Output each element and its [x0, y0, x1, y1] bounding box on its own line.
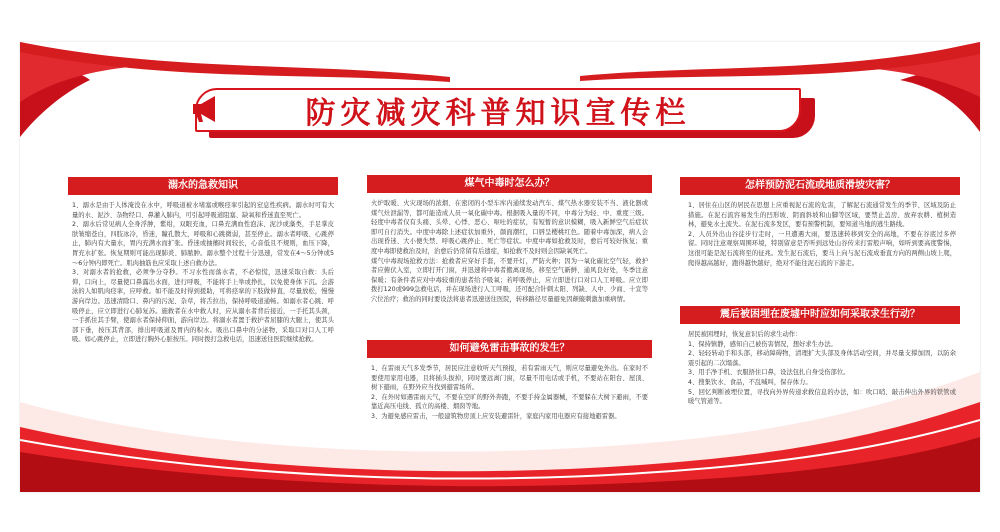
page-title: 防灾减灾科普知识宣传栏	[305, 96, 691, 131]
panel-paragraph: 2、溺水后常见病人全身浮肿，紫绀，双眼充血，口鼻充满血性泡沫、泥沙或藻类，手足掌皮肤皱缩苍白，四肢冰冷，昏迷，瞳孔散大，呼吸和心跳微弱，甚至停止。溺水者呼吸、心跳停止，肺内有大量水，胃内充满水而扩张。昏迷或抽搐时间较长，心音低且不规则，血压下降，胃充水扩张。恢复期则可能出现肺炎、肺脓肿。溺水整个过程十分迅速，常发在4～5分钟或5～6分钟内即死亡。肌肉抽筋也应采取上述自救办法。	[72, 221, 334, 267]
panel-gas-poisoning	[367, 175, 652, 305]
panel-paragraph: 3、对溺水者的抢救，必须争分夺秒。不习水性而落水者，不必惊慌，迅速采取自救：头后仰，口向上，尽量使口鼻露出水面，进行呼吸，不能将手上举或挣扎，以免使身体下沉。会游泳的人如肌肉痉挛，应呼救。如不能及时得到援助，可将痉挛的下肢做伸直，尽量放松，慢慢游向岸边。迅速清除口、鼻内的污泥、杂草，将舌拉出，保持呼吸道通畅。如溺水者心跳、呼吸停止，应立即进行心肺复苏。施救者在水中救人时，应从溺水者背后接近，一手托其头颈，一手抓住其手臂，使溺水者保持仰面，游向岸边。将溺水者置于救护者屈膝的大腿上，使其头部下垂，按压其背部，排出呼吸道及胃内的积水。吸出口鼻中的分泌物，采取口对口人工呼吸。如心跳停止，立即进行胸外心脏按压。同时拨打急救电话，迅速送往医院继续抢救。	[72, 269, 334, 344]
panel-heading: 怎样预防泥石流或地质滑坡灾害？	[680, 177, 960, 195]
panel-paragraph: 3、为避免感应雷击，一般建筑物房顶上应安装避雷针，家庭内家用电器应有接地避雷器。	[371, 412, 621, 420]
panel-body	[68, 195, 338, 345]
panel-lightning-safety	[367, 340, 652, 422]
panel-paragraph: 2、轻轻转动手和头部，移动障碍物，清理扩大头部及身体活动空间，并尽量支撑加固，以防余震引起的二次塌落。	[688, 350, 956, 367]
panel-paragraph: 1、在雷雨天气多发季节，居民应注意收听天气预报，若有雷雨天气，则应尽量避免外出。在家时不要使用家用电器，且将插头拔掉，同时要远离门窗，尽量不用电话或手机，不要站在阳台、屋顶、树下避雨，在野外应当找到避雷场所。	[371, 365, 648, 392]
panel-heading: 煤气中毒时怎么办？	[367, 175, 652, 193]
panel-paragraph: 4、搜集饮水、食品，不乱喊叫，保存体力。	[688, 378, 812, 386]
panel-body	[680, 195, 960, 268]
panel-paragraph: 煤气中毒现场抢救方法：抢救者应穿好手套，不要开灯，严防火种；因为一氧化碳比空气轻，救护者应俯伏入室，立即打开门窗，并迅速将中毒者搬离现场，移至空气新鲜、通风良好处，冬季注意保暖；有条件者应对中毒较重的患者给予吸氧；若呼吸停止，应立即进行口对口人工呼吸。应立即拨打120或999急救电话，并在现场进行人工呼吸，还可配合针刺太阳、列缺、人中、少商、十宣等穴位治疗；救治的同时要设法将患者迅速送往医院，转移路径尽量避免因颠簸刺激加重病情。	[371, 257, 648, 303]
panel-paragraph: 居民被困埋时，恢复意识后的求生动作：	[688, 331, 802, 338]
panel-earthquake-survival	[680, 306, 960, 407]
panel-paragraph: 2、人员外出山谷徒步行走时，一旦遭遇大雨，要迅速转移到安全的高地，不要在谷底过多停留。同时注意观察周围环境，特别留意是否听到远处山谷传来打雷般声响，如听到要高度警惕，这很可能是泥石流将至的征兆。发生泥石流后，要马上向与泥石流成垂直方向的两侧山坡上爬，爬得越高越好，跑得越快越好，绝对不能往泥石流的下游走。	[688, 230, 956, 267]
megaphone-icon	[189, 94, 223, 124]
title-bar	[195, 88, 801, 132]
panel-landslide-prevention	[680, 177, 960, 268]
panel-paragraph: 1、溺水是由于人体淹没在水中，呼吸道被水堵塞或喉痉挛引起的窒息性疾病。溺水时可有大量的水、泥沙、杂物经口、鼻灌入肺内，可引起呼吸道阻塞、缺氧和昏迷直至死亡。	[72, 202, 334, 219]
panel-paragraph: 1、居住在山区的居民在思想上应重视泥石流的危害，了解泥石流通常发生的季节、区域及防止措施。在泥石流容易发生的凹形坡、阴面斜坡和山脚等区域，要禁止盖房、放弃农耕、植树造林，避免水土流失。在泥石流多发区，要有预警机制，要知道当地的逃生路线。	[688, 202, 956, 229]
bulletin-board	[20, 42, 980, 492]
panel-paragraph: 2、在外时如遇雷雨天气，不要在空旷的野外奔跑，不要手持金属器械，不要躲在大树下避雨，不要靠近高压电线、孤立的高楼、烟囱等地。	[371, 393, 648, 411]
panel-paragraph: 5、回忆判断被埋位置，寻找向外界传递求救信息的办法，如：吹口哨、敲击伸出外界的铁管或暖气管道等。	[688, 388, 956, 406]
panel-body	[367, 358, 652, 422]
panel-heading: 震后被困埋在废墟中时应如何采取求生行动？	[680, 306, 960, 324]
panel-paragraph: 火炉取暖、火灾现场的浓烟、在密闭的小型车库内通续发动汽车、煤气热水器安装不当、液化器或煤气灶泄漏等，都可能造成人员一氧化碳中毒。根据吸入量的不同，中毒分为轻、中、重度三级。轻度中毒者仅有头痛、头晕、心悸、恶心、呕吐的症状，有短暂的意识模糊，吸入新鲜空气后症状即可自行消失。中度中毒除上述症状加重外，颜面潮红，口唇呈樱桃红色。随着中毒加深，病人会出现昏迷、大小便失禁、呼吸心跳停止、死亡等症状。中度中毒如抢救及时，愈后可较好恢复；重度中毒即使救治及时，治愈后仍常留有后遗症，如抢救不及时则会因缺氧死亡。	[371, 200, 648, 255]
panel-paragraph: 1、保持镇静，感知自己被伤害情况，想好求生办法。	[688, 340, 837, 348]
title-banner	[195, 88, 820, 138]
panel-body	[680, 324, 960, 407]
panel-heading: 溺水的急救知识	[68, 177, 338, 195]
panel-body	[367, 193, 652, 305]
panel-heading: 如何避免雷击事故的发生？	[367, 340, 652, 358]
panel-drowning-first-aid	[68, 177, 338, 345]
panel-paragraph: 3、用手净手机、衣服捂住口鼻，设法包扎自身受伤部位。	[688, 369, 850, 377]
